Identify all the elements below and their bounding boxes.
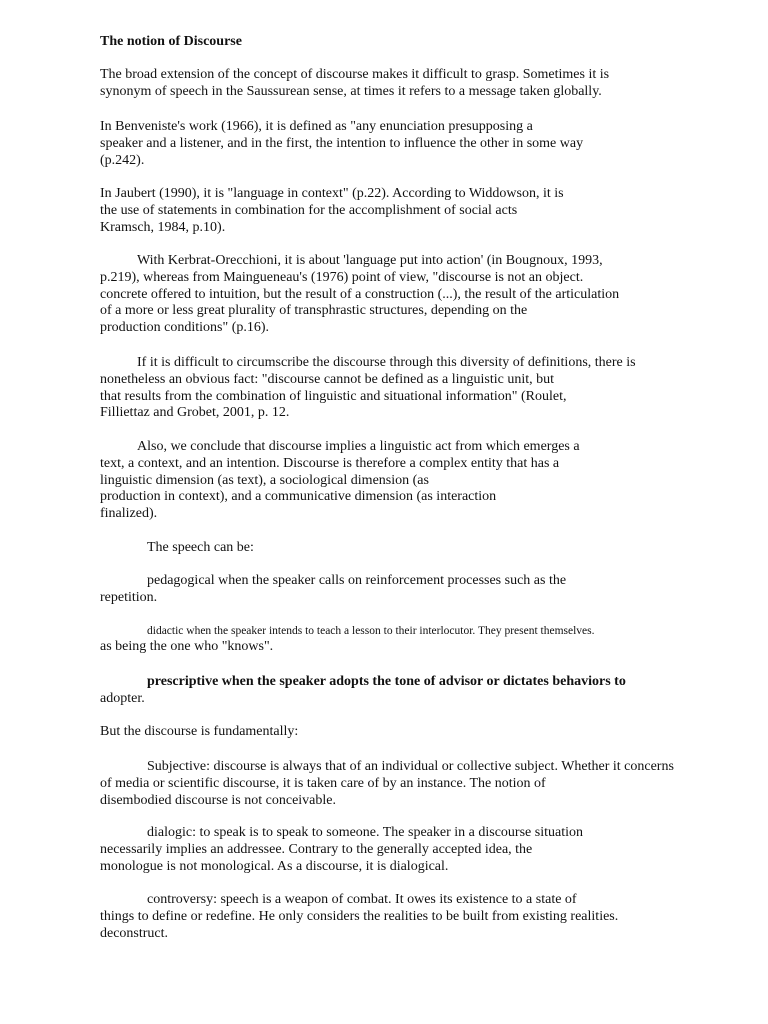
paragraph-line: prescriptive when the speaker adopts the tone of advisor or dictates behaviors to (147, 674, 626, 689)
paragraph-line: Subjective: discourse is always that of an individual or collective subject. Whether it concerns (147, 759, 674, 774)
paragraph-2 (100, 119, 583, 169)
paragraph-line: of a more or less great plurality of transphrastic structures, depending on the (100, 303, 528, 319)
paragraph-line: the use of statements in combination for the accomplishment of social acts (100, 202, 518, 218)
document-title: The notion of Discourse (100, 34, 242, 49)
paragraph-line: With Kerbrat-Orecchioni, it is about 'language put into action' (in Bougnoux, 1993, (137, 253, 603, 268)
paragraph-line: The broad extension of the concept of discourse makes it difficult to grasp. Sometimes it is (100, 67, 610, 82)
paragraph-line: If it is difficult to circumscribe the discourse through this diversity of definitions, there is (137, 355, 636, 370)
paragraph-line: p.219), whereas from Maingueneau's (1976) point of view, "discourse is not an object. (100, 269, 584, 285)
paragraph-6 (100, 439, 580, 523)
paragraph-line: controversy: speech is a weapon of combat. It owes its existence to a state of (147, 892, 577, 907)
paragraph-line: deconstruct. (100, 925, 169, 941)
paragraph-4 (100, 253, 619, 337)
list-item-prescriptive (100, 674, 626, 708)
paragraph-line: repetition. (100, 589, 158, 605)
paragraph-line: necessarily implies an addressee. Contrary to the generally accepted idea, the (100, 841, 533, 857)
list-item-controversy (100, 892, 618, 942)
paragraph-line: synonym of speech in the Saussurean sense, at times it refers to a message taken globally. (100, 83, 602, 99)
paragraph-line: of media or scientific discourse, it is taken care of by an instance. The notion of (100, 775, 546, 791)
paragraph-line: The speech can be: (147, 540, 254, 555)
list-item-pedagogical (100, 573, 566, 607)
paragraph-line: that results from the combination of linguistic and situational information" (Roulet, (100, 388, 567, 404)
paragraph-3 (100, 186, 564, 236)
fundamentals-intro (100, 724, 298, 741)
paragraph-line: didactic when the speaker intends to teach a lesson to their interlocutor. They present themselves. (147, 625, 595, 637)
paragraph-5 (100, 355, 636, 422)
list-item-didactic (100, 624, 595, 656)
list-intro (147, 540, 254, 557)
paragraph-line: But the discourse is fundamentally: (100, 724, 299, 739)
paragraph-line: concrete offered to intuition, but the result of a construction (...), the result of the articulation (100, 286, 620, 302)
paragraph-line: Filliettaz and Grobet, 2001, p. 12. (100, 405, 290, 421)
paragraph-line: finalized). (100, 506, 158, 522)
paragraph-line: Also, we conclude that discourse implies a linguistic act from which emerges a (137, 439, 580, 454)
paragraph-line: linguistic dimension (as text), a sociological dimension (as (100, 472, 429, 488)
paragraph-line: production in context), and a communicative dimension (as interaction (100, 489, 497, 505)
paragraph-line: speaker and a listener, and in the first, the intention to influence the other in some way (100, 135, 584, 151)
paragraph-line: nonetheless an obvious fact: "discourse cannot be defined as a linguistic unit, but (100, 371, 554, 387)
paragraph-line: monologue is not monological. As a discourse, it is dialogical. (100, 858, 449, 874)
paragraph-line: adopter. (100, 690, 145, 706)
paragraph-line: production conditions" (p.16). (100, 320, 270, 336)
paragraph-line: pedagogical when the speaker calls on reinforcement processes such as the (147, 573, 567, 588)
paragraph-line: as being the one who "knows". (100, 639, 274, 654)
paragraph-line: In Jaubert (1990), it is "language in context" (p.22). According to Widdowson, it is (100, 186, 564, 201)
paragraph-line: text, a context, and an intention. Discourse is therefore a complex entity that has a (100, 455, 560, 471)
paragraph-line: Kramsch, 1984, p.10). (100, 219, 226, 235)
paragraph-line: In Benveniste's work (1966), it is defined as "any enunciation presupposing a (100, 119, 533, 134)
paragraph-1 (100, 67, 609, 101)
list-item-dialogic (100, 825, 583, 875)
list-item-subjective (100, 759, 674, 809)
paragraph-line: (p.242). (100, 152, 145, 168)
paragraph-line: things to define or redefine. He only considers the realities to be built from existing realities. (100, 908, 619, 924)
paragraph-line: disembodied discourse is not conceivable. (100, 792, 336, 808)
paragraph-line: dialogic: to speak is to speak to someone. The speaker in a discourse situation (147, 825, 583, 840)
